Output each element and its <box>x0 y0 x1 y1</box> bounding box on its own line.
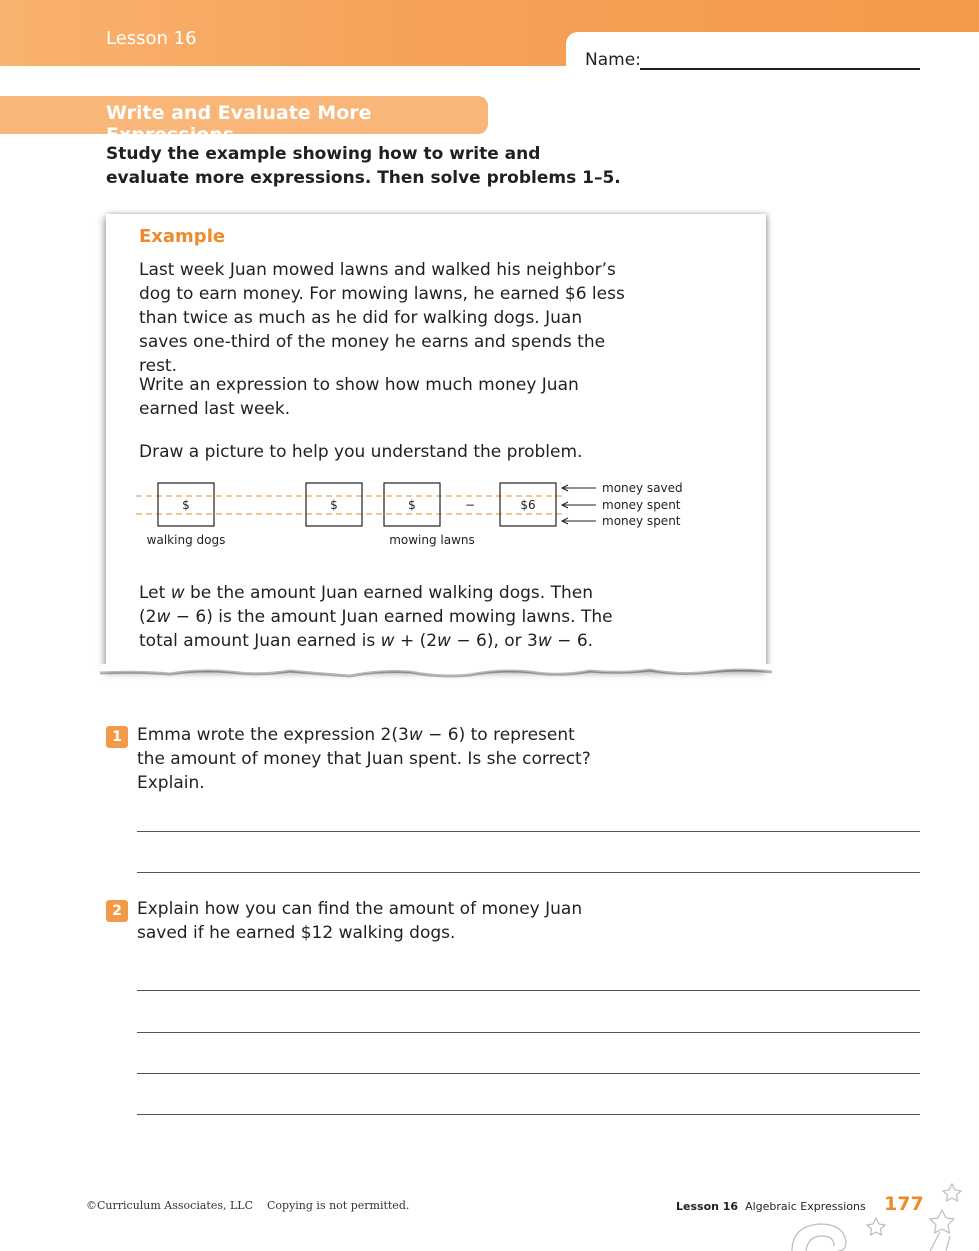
name-label: Name: <box>585 50 641 70</box>
page-title: Write and Evaluate More Expressions <box>106 102 372 146</box>
money-saved-label: money saved <box>602 481 683 495</box>
minus-sign: − <box>464 498 476 512</box>
box-six-label: $6 <box>520 498 536 512</box>
problem-1-text: Emma wrote the expression 2(3w − 6) to represent the amount of money that Juan spent. Is she correct? Explain. <box>137 725 591 793</box>
instructions: Study the example showing how to write and evaluate more expressions. Then solve problems 1–5. <box>106 144 621 188</box>
footer-lesson: Lesson 16 Algebraic Expressions <box>676 1200 866 1213</box>
answer-line-2d[interactable] <box>137 1114 920 1115</box>
box-mowing-1-label: $ <box>330 498 338 512</box>
bar-model-diagram <box>136 476 736 556</box>
box-walking-label: $ <box>182 498 190 512</box>
walking-dogs-caption: walking dogs <box>146 533 226 547</box>
problem-1-number: 1 <box>106 726 128 748</box>
lesson-label: Lesson 16 <box>106 28 197 49</box>
example-heading: Example <box>139 226 226 247</box>
box-mowing-2-label: $ <box>408 498 416 512</box>
example-paragraph-3: Draw a picture to help you understand the problem. <box>139 442 583 462</box>
answer-line-1b[interactable] <box>137 872 920 873</box>
star-icon <box>943 1184 961 1201</box>
torn-paper-edge <box>100 658 772 688</box>
name-field-line[interactable] <box>640 68 920 70</box>
problem-2-text: Explain how you can find the amount of money Juan saved if he earned $12 walking dogs. <box>137 899 583 943</box>
star-icon-2 <box>867 1218 885 1235</box>
answer-line-1a[interactable] <box>137 831 920 832</box>
decorative-stars-swirl <box>780 1176 979 1251</box>
copyright-notice: ©Curriculum Associates, LLC Copying is not permitted. <box>86 1199 410 1212</box>
answer-line-2a[interactable] <box>137 990 920 991</box>
star-icon-3 <box>930 1210 954 1233</box>
example-paragraph-4: Let w be the amount Juan earned walking dogs. Then (2w − 6) is the amount Juan earned mowing lawns. The total amount Juan earned is w + (2w − 6), or 3w − 6. <box>139 583 613 651</box>
swirl-icon <box>792 1224 846 1251</box>
money-spent-label-1: money spent <box>602 498 681 512</box>
problem-2-number: 2 <box>106 900 128 922</box>
page-number: 177 <box>884 1193 924 1215</box>
title-bar <box>0 96 488 146</box>
example-paragraph-1: Last week Juan mowed lawns and walked his neighbor’s dog to earn money. For mowing lawns, he earned $6 less than twice as much as he did for walking dogs. Juan saves one-third of the money he earns and spends the rest. <box>139 260 625 376</box>
example-card <box>106 214 766 670</box>
answer-line-2c[interactable] <box>137 1073 920 1074</box>
arrows <box>562 485 596 524</box>
answer-line-2b[interactable] <box>137 1032 920 1033</box>
money-spent-label-2: money spent <box>602 514 681 528</box>
mowing-lawns-caption: mowing lawns <box>389 533 475 547</box>
example-paragraph-2: Write an expression to show how much money Juan earned last week. <box>139 375 579 419</box>
